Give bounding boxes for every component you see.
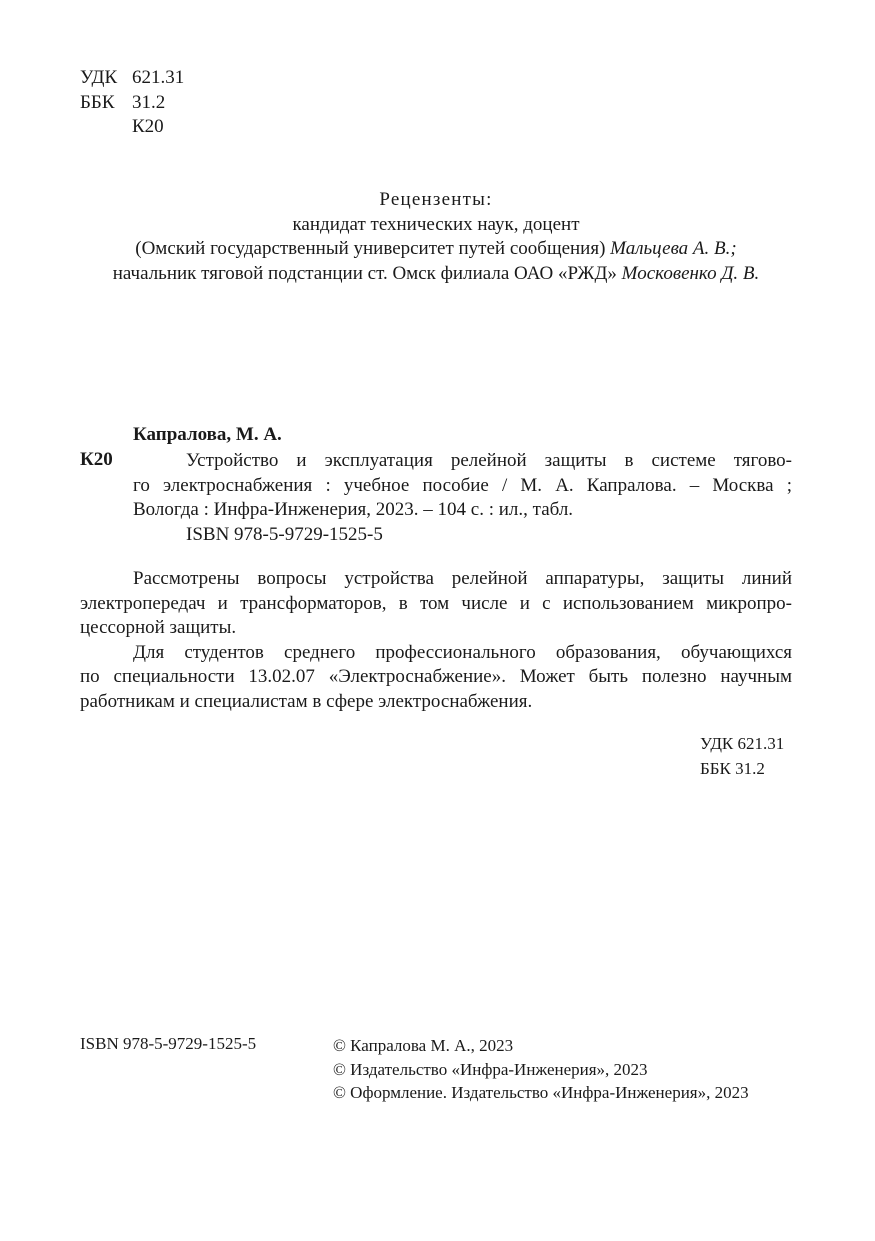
abstract-p1-line-1: Рассмотрены вопросы устройства релейной аппаратуры, защиты линий xyxy=(133,568,792,589)
bibliography-line-1: Устройство и эксплуатация релейной защиты в системе тягово- xyxy=(186,450,792,471)
reviewer-1-name: Мальцева А. В.; xyxy=(610,238,737,259)
bibliography-line-3: Вологда : Инфра-Инженерия, 2023. – 104 с. : ил., табл. xyxy=(133,499,574,520)
bibliography-record xyxy=(133,449,792,547)
abstract-p2-line-3: работникам и специалистам в сфере электроснабжения. xyxy=(80,690,533,712)
classification-bottom xyxy=(700,732,784,781)
reviewer-2-position: начальник тяговой подстанции ст. Омск филиала ОАО «РЖД» xyxy=(112,262,617,284)
abstract-p2-line-2: по специальности 13.02.07 «Электроснабжение». Может быть полезно научным xyxy=(80,666,792,687)
udk-row xyxy=(80,66,184,91)
bibliography-line-2: го электроснабжения : учебное пособие / М. А. Капралова. – Москва ; xyxy=(133,474,792,496)
reviewers-title: Рецензенты: xyxy=(379,189,493,210)
reviewer-1-affiliation: (Омский государственный университет путей сообщения) xyxy=(135,238,606,259)
bibliography-isbn: ISBN 978-5-9729-1525-5 xyxy=(186,523,383,545)
footer-isbn: ISBN 978-5-9729-1525-5 xyxy=(80,1034,257,1053)
bbk-value: 31.2 xyxy=(132,91,166,113)
reviewers-block xyxy=(80,188,792,286)
bbk-row xyxy=(80,91,184,116)
reviewer-2 xyxy=(80,262,792,287)
author-code-row xyxy=(80,115,184,140)
udk-bottom: УДК 621.31 xyxy=(700,734,785,753)
bibliography-author: Капралова, М. А. xyxy=(133,424,282,445)
copyright-author: © Капралова М. А., 2023 xyxy=(333,1036,514,1055)
bibliography-code: К20 xyxy=(80,449,113,470)
bbk-bottom: ББК 31.2 xyxy=(700,758,765,778)
copyright-publisher: © Издательство «Инфра-Инженерия», 2023 xyxy=(333,1059,648,1079)
reviewer-2-name: Московенко Д. В. xyxy=(621,262,760,284)
abstract xyxy=(80,567,792,714)
reviewer-degree: кандидат технических наук, доцент xyxy=(292,213,580,235)
classification-codes xyxy=(80,66,184,140)
abstract-p1-line-3: цессорной защиты. xyxy=(80,617,237,638)
abstract-p1-line-2: электропередач и трансформаторов, в том числе и с использованием микропро- xyxy=(80,592,792,614)
udk-label: УДК xyxy=(80,67,118,88)
copyright-block xyxy=(333,1034,749,1105)
bbk-label: ББК xyxy=(80,91,115,113)
copyright-design: © Оформление. Издательство «Инфра-Инженерия», 2023 xyxy=(333,1083,749,1102)
reviewer-1 xyxy=(80,237,792,262)
author-code: К20 xyxy=(132,116,164,137)
udk-value: 621.31 xyxy=(132,67,185,88)
abstract-p2-line-1: Для студентов среднего профессионального образования, обучающихся xyxy=(133,641,792,663)
